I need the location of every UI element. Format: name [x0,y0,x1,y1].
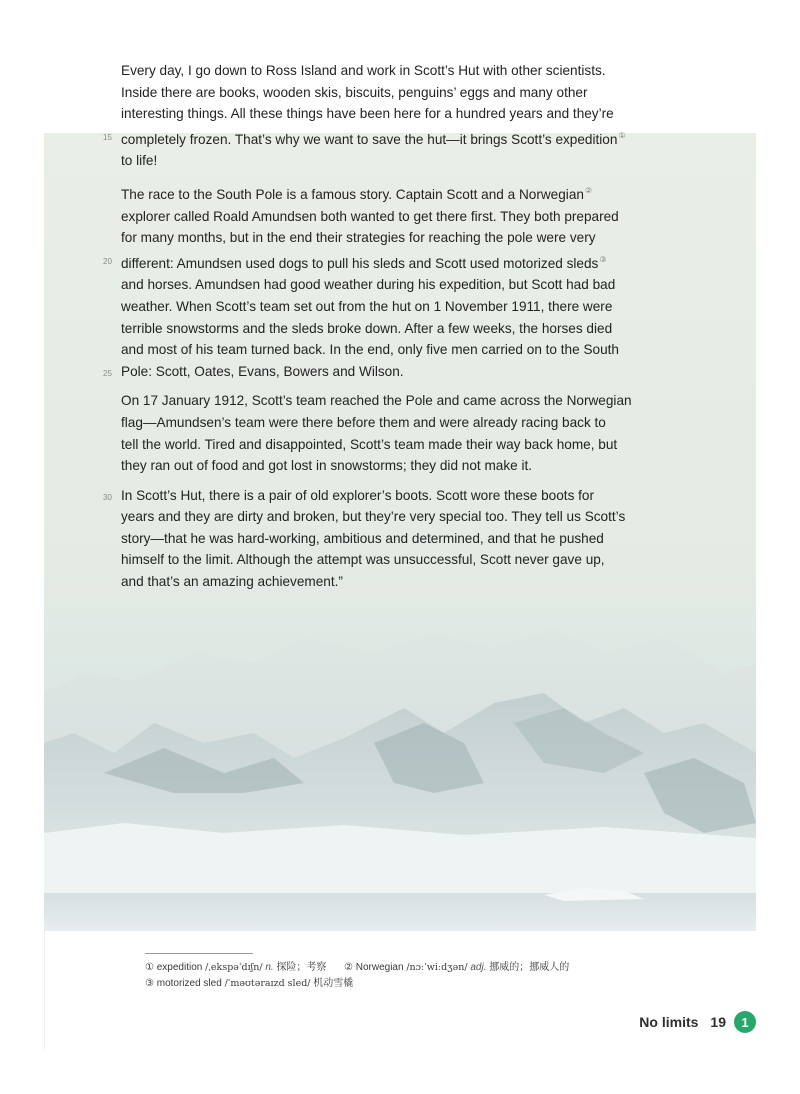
text-line [121,390,632,412]
text-line [121,318,626,340]
paragraph [103,180,626,382]
unit-title: No limits [639,1014,699,1030]
text-line [103,125,626,151]
footnote-word: Norwegian [355,962,404,973]
text-line [121,60,626,82]
text-line [121,506,626,528]
line-number: 15 [103,132,112,142]
footnote-marker: ③ [599,254,607,264]
line-text: Pole: Scott, Oates, Evans, Bowers and Wilson. [121,363,404,379]
page-number: 19 [710,1014,726,1030]
footnote-line [145,960,569,976]
text-line [121,296,626,318]
line-text: interesting things. All these things have been here for a hundred years and they’re [121,106,614,122]
line-text: and that’s an amazing achievement.” [121,574,343,590]
footnote-word: motorized sled [156,978,222,989]
text-line [121,412,626,434]
text-line [121,528,626,550]
text-line [121,180,626,206]
text-line [121,434,626,456]
footnote-meaning: 机动雪橇 [313,978,354,989]
footnote-marker: ② [584,185,593,195]
line-text: and horses. Amundsen had good weather during his expedition, but Scott had bad [121,277,616,293]
line-text: weather. When Scott’s team set out from the hut on 1 November 1911, there were [121,298,613,314]
line-text: completely frozen. That’s why we want to save the hut—it brings Scott’s expedition [121,131,618,147]
footnote-marker: ① [618,130,626,140]
line-text: years and they are dirty and broken, but they’re very special too. They tell us Scott’s [121,509,626,525]
text-line [121,339,626,361]
footnote-part-of-speech: adj. [470,962,487,973]
footnote-pronunciation: /ˌekspəˈdɪʃn/ [205,962,263,973]
line-text: explorer called Roald Amundsen both wanted to get there first. They both prepared [121,208,619,224]
footnote-word: expedition [156,962,203,973]
footnote-meaning: 探险；考察 [276,962,327,973]
footnote-part-of-speech: n. [265,962,274,973]
line-text: Every day, I go down to Ross Island and work in Scott’s Hut with other scientists. [121,63,606,78]
line-number: 20 [103,256,112,266]
footnote-mark: ③ [145,978,154,989]
line-number: 25 [103,368,112,378]
paragraph [103,60,626,172]
paragraph [103,485,626,593]
line-number: 30 [103,492,112,502]
page-footer [639,1010,756,1034]
line-text: for many months, but in the end their strategies for reaching the pole were very [121,230,596,246]
paragraph [121,390,632,476]
article-body [103,60,632,601]
text-line [121,227,626,249]
footnote-line [145,976,569,992]
text-line [121,82,626,104]
unit-badge: 1 [734,1011,756,1033]
line-text: In Scott’s Hut, there is a pair of old explorer’s boots. Scott wore these boots for [121,487,595,503]
footnote-rule [145,953,253,954]
line-text: story—that he was hard-working, ambitious and determined, and that he pushed [121,530,604,546]
text-line [121,274,626,296]
footnotes [145,960,569,992]
text-line [121,150,626,172]
text-line [121,206,626,228]
footnote-pronunciation: /ˈməʊtəraɪzd sled/ [224,978,311,989]
text-line [121,571,626,593]
line-text: tell the world. Tired and disappointed, Scott’s team made their way back home, but [121,436,618,452]
text-line [103,361,626,383]
line-text: different: Amundsen used dogs to pull his sleds and Scott used motorized sleds [121,255,599,271]
line-text: to life! [121,153,158,169]
text-line [121,103,626,125]
line-text: they ran out of food and got lost in snowstorms; they did not make it. [121,458,533,474]
line-text: On 17 January 1912, Scott’s team reached the Pole and came across the Norwegian [121,393,632,409]
footnote-mark: ② [344,962,353,973]
line-text: himself to the limit. Although the attempt was unsuccessful, Scott never gave up, [121,552,605,568]
footnote-pronunciation: /nɔːˈwiːdʒən/ [406,962,468,973]
line-text: and most of his team turned back. In the end, only five men carried on to the South [121,342,619,358]
text-line [103,249,626,275]
footnote-mark: ① [145,962,154,973]
line-text: The race to the South Pole is a famous story. Captain Scott and a Norwegian [121,186,584,202]
text-line [103,485,626,507]
line-text: Inside there are books, wooden skis, biscuits, penguins’ eggs and many other [121,84,588,100]
text-line [121,455,626,477]
line-text: flag—Amundsen’s team were there before them and were already racing back to [121,414,606,430]
line-text: terrible snowstorms and the sleds broke down. After a few weeks, the horses died [121,320,613,336]
footnote-meaning: 挪威的；挪威人的 [489,962,570,973]
text-line [121,549,626,571]
page-edge-divider [44,931,45,1051]
